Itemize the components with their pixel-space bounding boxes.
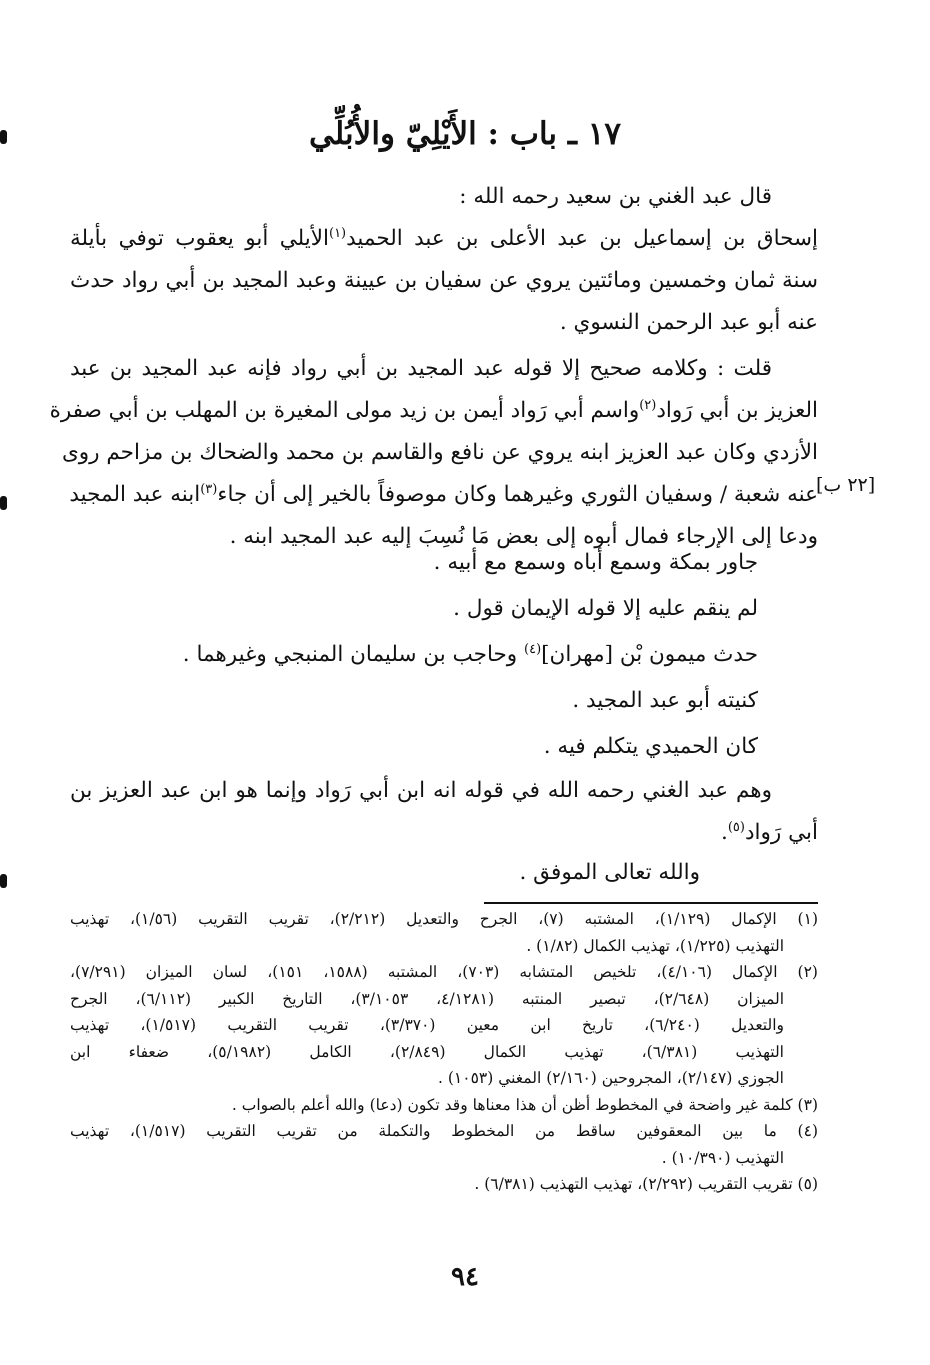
intro-line: قال عبد الغني بن سعيد رحمه الله : (459, 184, 772, 209)
qult-line: الأزدي وكان عبد العزيز ابنه يروي عن نافع والقاسم بن محمد والضحاك بن مزاحم روى (61, 440, 818, 465)
scan-edge-mark (0, 874, 7, 888)
qult-line: ودعا إلى الإرجاء فمال أبوه إلى بعض مَا نُسِبَ إليه عبد المجيد ابنه . (229, 524, 818, 549)
footnote-ref: (٣) (200, 481, 218, 497)
footnote-line: التهذيب (١/٢٢٥)، تهذيب الكمال (١/٨٢) . (526, 936, 784, 955)
footnote-line: (٣) كلمة غير واضحة في المخطوط أظن أن هذا معناها وقد تكون (دعا) والله أعلم بالصواب . (231, 1095, 818, 1114)
footnote-line: الميزان (٢/٦٤٨)، تبصير المنتبه (٤/١٢٨١، ٣/١٠٥٣)، التاريخ الكبير (٦/١١٢)، الجرح (70, 989, 784, 1008)
footnote-divider (484, 902, 818, 904)
wahm-line: وهم عبد الغني رحمه الله في قوله انه ابن أبي رَواد وإنما هو ابن عبد العزيز بن (70, 778, 772, 803)
footnote-ref: (٤) (524, 641, 542, 657)
footnotes (70, 906, 818, 1198)
note-line: لم ينقم عليه إلا قوله الإيمان قول . (453, 596, 758, 621)
scan-edge-mark (0, 496, 7, 510)
footnote-ref: (٥) (727, 819, 745, 835)
qult-line: عنه شعبة / وسفيان الثوري وغيرهما وكان موصوفاً بالخير إلى أن جاء$^{(٣)}$ابنه عبد المجيد (69, 481, 818, 507)
manuscript-folio-marker: [٢٢ ب] (816, 474, 876, 496)
footnote-line: الجوزي (٢/١٤٧)، المجروحين (٢/١٦٠) المغني (١٠٥٣) . (438, 1069, 784, 1087)
footnote-line: التهذيب (٦/٣٨١)، تهذيب الكمال (٢/٨٤٩)، الكامل (٥/١٩٨٢)، ضعفاء ابن (70, 1042, 784, 1061)
entry-line: عنه أبو عبد الرحمن النسوي . (559, 310, 818, 335)
qult-line: العزيز بن أبي رَواد$^{(٢)}$واسم أبي رَواد أيمن بن زيد مولى المغيرة بن المهلب بن أبي صفرة (49, 397, 818, 423)
note-line: حدث ميمون بْن [مهران]$^{(٤)}$ وحاجب بن سليمان المنبجي وغيرهما . (182, 641, 758, 667)
footnote-line: (١) الإكمال (١/١٢٩)، المشتبه (٧)، الجرح والتعديل (٢/٢١٢)، تقريب التقريب (١/٥٦)، تهذيب (70, 910, 818, 928)
short-notes (70, 540, 758, 770)
note-line: كنيته أبو عبد المجيد . (572, 688, 758, 713)
footnote-ref: (١) (328, 225, 347, 241)
footnote-line: التهذيب (١٠/٣٩٠) . (661, 1148, 784, 1167)
chapter-title: ١٧ ـ باب : الأَيْلِيّ والأُبُلِّي (308, 116, 622, 152)
footnote-line: (٤) ما بين المعقوفين ساقط من المخطوط والتكملة من تقريب التقريب (١/٥١٧)، تهذيب (70, 1122, 818, 1140)
entry-line: سنة ثمان وخمسين ومائتين يروي عن سفيان بن عيينة وعبد المجيد بن أبي رواد حدث (70, 268, 818, 293)
footnote-line: (٢) الإكمال (٤/١٠٦)، تلخيص المتشابه (٧٠٣)، المشتبه (١٥٨٨، ١٥١)، لسان الميزان (٧/٢٩١)، (70, 963, 818, 981)
qult-line: قلت : وكلامه صحيح إلا قوله عبد المجيد بن أبي رواد فإنه عبد المجيد بن عبد (70, 356, 772, 381)
page-number: ٩٤ (451, 1262, 479, 1292)
closing-formula: والله تعالى الموفق . (519, 860, 700, 885)
footnote-ref: (٢) (639, 397, 657, 413)
wahm-paragraph (70, 770, 818, 854)
note-line: جاور بمكة وسمع أباه وسمع مع أبيه . (433, 550, 758, 575)
footnote-line: (٥) تقريب التقريب (٢/٢٩٢)، تهذيب التهذيب (٦/٣٨١) . (474, 1175, 818, 1193)
entry-line: إسحاق بن إسماعيل بن عبد الأعلى بن عبد الحميد$^{(١)}$الأيلي أبو يعقوب توفي بأيلة (70, 225, 818, 251)
note-line: كان الحميدي يتكلم فيه . (543, 734, 758, 759)
footnote-line: والتعديل (٦/٢٤٠)، تاريخ ابن معين (٣/٣٧٠)، تقريب التقريب (١/٥١٧)، تهذيب (70, 1016, 784, 1034)
main-text (49, 176, 818, 558)
wahm-line: أبي رَواد$^{(٥)}$. (720, 819, 818, 845)
